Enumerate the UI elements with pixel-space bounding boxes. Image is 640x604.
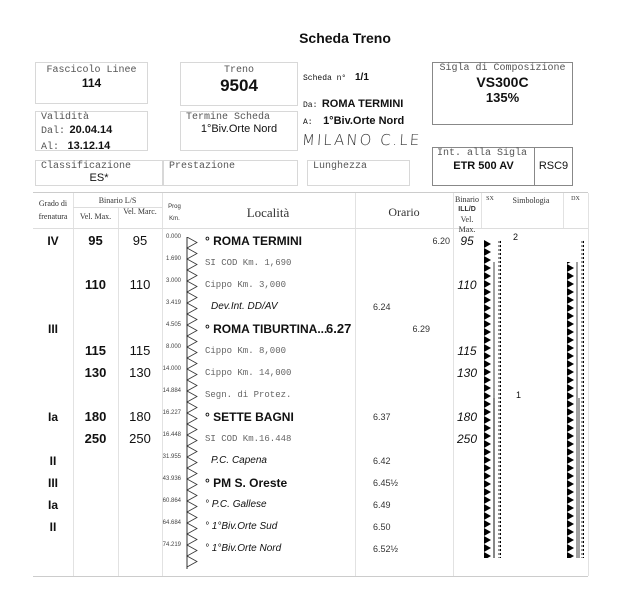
table-row: 115 115 8.000 Cippo Km. 8,000 115 xyxy=(85,343,477,358)
destination-station: A: 1°Biv.Orte Nord xyxy=(303,115,405,127)
int-alla-sigla-code: RSC9 xyxy=(538,160,569,172)
treno-label: Treno xyxy=(223,65,254,76)
origin-station: Da: ROMA TERMINI xyxy=(303,98,404,110)
table-row: Ia 60.864 ° P.C. Gallese 6.49 xyxy=(47,498,391,512)
header-sx: SX xyxy=(486,196,494,202)
prestazione-box xyxy=(163,160,298,186)
table-row: 1.690 SI COD Km. 1,690 xyxy=(165,256,292,268)
table-row: Ia 180 180 16.227 ° SETTE BAGNI 6.37 180 xyxy=(47,409,478,424)
classificazione-box xyxy=(35,160,163,186)
validita-box: Validità Dal: 20.04.14 Al: 13.12.14 xyxy=(35,111,148,151)
page-title: Scheda Treno xyxy=(299,30,391,46)
validita-dal: 20.04.14 xyxy=(69,124,113,136)
sigla-composizione-box xyxy=(432,62,573,125)
header-prog-km: Prog Km. xyxy=(168,204,181,222)
table-row: III 4.505 ° ROMA TIBURTINA... 6.27 6.29 xyxy=(33,318,588,340)
table-row: II 31.955 P.C. Capena 6.42 xyxy=(49,454,391,468)
table-row: 14.884 Segn. di Protez. 1 xyxy=(162,388,522,400)
table-row: 3.419 Dev.Int. DD/AV 6.24 xyxy=(165,300,391,312)
handwritten-note: MILANO C.LE xyxy=(301,131,422,149)
validita-al: 13.12.14 xyxy=(67,140,111,152)
table-row: II 64.684 ° 1°Biv.Orte Sud 6.50 xyxy=(49,520,391,534)
arrival-time: 6.27 xyxy=(326,321,352,336)
train-schedule-table xyxy=(33,192,588,577)
header-vel-max: Vel. Max. xyxy=(79,212,112,221)
classificazione-value: ES* xyxy=(89,172,109,184)
table-row: III 43.936 ° PM S. Oreste 6.45½ xyxy=(47,476,399,490)
treno-box xyxy=(180,62,298,106)
sigla-composizione-percent: 135% xyxy=(485,90,520,105)
header-dx: DX xyxy=(571,196,580,202)
fascicolo-linee-label: Fascicolo Linee xyxy=(46,65,137,76)
table-row: 250 250 16.448 SI COD Km.16.448 250 xyxy=(84,431,478,446)
table-row: 130 130 14.000 Cippo Km. 14,000 130 xyxy=(84,365,478,380)
header-simbologia: Simbologia xyxy=(512,196,550,205)
termine-scheda-box xyxy=(180,111,298,151)
fascicolo-linee-value: 114 xyxy=(81,76,102,90)
validita-label: Validità xyxy=(41,112,90,123)
header-orario: Orario xyxy=(388,205,420,219)
scheda-number: Scheda n° 1/1 xyxy=(303,72,369,83)
table-row: 74.219 ° 1°Biv.Orte Nord 6.52½ xyxy=(162,542,399,554)
table-row: IV 95 95 0.000 ° ROMA TERMINI 6.20 95 2 xyxy=(47,232,519,248)
lunghezza-label: Lunghezza xyxy=(313,161,368,172)
sigla-composizione-value: VS300C xyxy=(476,74,529,90)
table-row: 110 110 3.000 Cippo Km. 3,000 110 xyxy=(85,277,477,292)
header-binario-ill: Binario ILL/D Vel. Max. xyxy=(455,195,479,234)
sigla-composizione-label: Sigla di Composizione xyxy=(439,63,566,74)
termine-scheda-value: 1°Biv.Orte Nord xyxy=(200,123,278,135)
header-grado: Grado di frenatura xyxy=(38,199,68,221)
int-alla-sigla-value: ETR 500 AV xyxy=(453,160,514,172)
prestazione-label: Prestazione xyxy=(169,161,236,172)
classificazione-label: Classificazione xyxy=(41,161,132,172)
header-localita: Località xyxy=(246,205,290,220)
fascicolo-linee-box xyxy=(35,62,148,104)
termine-scheda-label: Termine Scheda xyxy=(186,112,271,123)
lunghezza-box xyxy=(307,160,410,186)
int-alla-sigla-label: Int. alla Sigla xyxy=(437,148,528,159)
int-alla-sigla-box xyxy=(432,147,573,186)
header-binario-ls: Binario L/S xyxy=(98,196,137,205)
treno-value: 9504 xyxy=(220,76,258,95)
header-vel-marc: Vel. Marc. xyxy=(123,207,157,216)
